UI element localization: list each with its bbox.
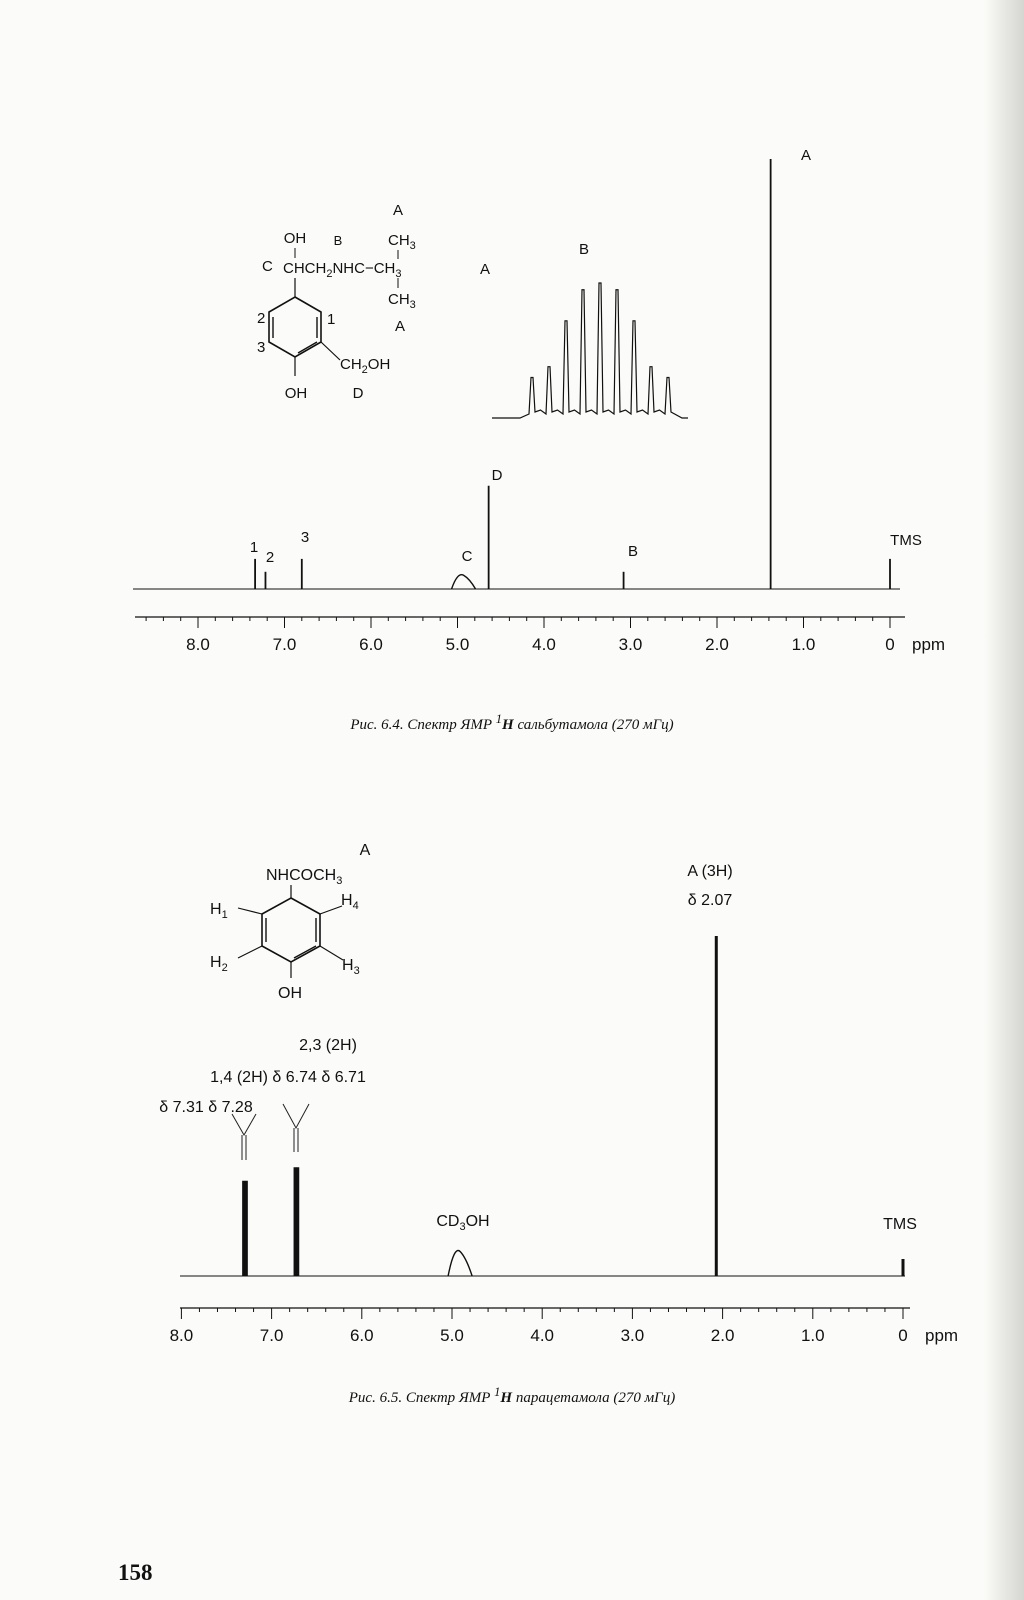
x-tick-label: 8.0 xyxy=(186,635,210,654)
figure-salbutamol xyxy=(133,147,945,654)
x-tick-label: 2.0 xyxy=(710,1326,735,1345)
ch3-top xyxy=(388,232,416,252)
chain-end-sub: 3 xyxy=(395,268,402,280)
ch2oh-end: OH xyxy=(367,356,391,373)
x-axis-unit: ppm xyxy=(912,635,946,654)
salbutamol-structure xyxy=(257,202,490,402)
paracetamol-structure xyxy=(210,842,371,1002)
solvent-text: CD xyxy=(436,1213,460,1230)
h3-sub: 3 xyxy=(353,965,360,977)
bond-h2 xyxy=(238,946,262,958)
peak-label: 1 xyxy=(249,539,259,556)
annotations-2 xyxy=(159,863,917,1233)
x-tick-label: 5.0 xyxy=(445,635,470,654)
peak-label: TMS xyxy=(890,532,922,549)
x-tick-label: 0 xyxy=(885,635,895,654)
x-tick-label: 5.0 xyxy=(440,1326,464,1345)
bond-ch2oh xyxy=(321,342,340,360)
solvent-label xyxy=(436,1213,489,1233)
ch3-bottom xyxy=(388,291,416,311)
label-c: C xyxy=(262,258,273,275)
h4-text: H xyxy=(341,892,353,909)
caption-2-nucleus: H xyxy=(500,1390,513,1406)
h2-sub: 2 xyxy=(221,962,228,974)
h2-text: H xyxy=(210,954,222,971)
oh-label: OH xyxy=(278,985,302,1002)
ring-double-bond-bottom xyxy=(298,342,317,353)
x-tick-label: 3.0 xyxy=(618,635,643,654)
caption-fig-6-5 xyxy=(0,1385,1024,1407)
x-tick-label: 1.0 xyxy=(800,1326,825,1345)
peak-label: D xyxy=(491,467,503,484)
caption-2-prefix: Рис. 6.5. Спектр ЯМР xyxy=(348,1390,495,1406)
pair23-shifts: δ 6.74 δ 6.71 xyxy=(272,1069,366,1086)
solvent-end: OH xyxy=(465,1213,490,1230)
ch3-top-text: CH xyxy=(388,232,410,249)
h4-sub: 4 xyxy=(352,900,359,912)
chain-part1: CHCH xyxy=(283,260,327,277)
x-tick-label: 7.0 xyxy=(272,635,297,654)
caption-1-nucleus: H xyxy=(502,717,514,733)
bracket-23 xyxy=(283,1104,309,1152)
oh-bottom-label: OH xyxy=(284,385,308,402)
caption-fig-6-4 xyxy=(0,712,1024,734)
nhcoch3-sub: 3 xyxy=(336,875,343,887)
chain-part2: NHC−CH xyxy=(332,260,396,277)
tms-label-2: TMS xyxy=(883,1216,917,1233)
site-a-top-label: A xyxy=(392,202,404,219)
label-a-right: A xyxy=(480,261,491,278)
caption-2-suffix: парацетамола (270 мГц) xyxy=(512,1390,676,1406)
chain-sub: 2 xyxy=(326,268,333,280)
pair14-shifts: δ 7.31 δ 7.28 xyxy=(159,1099,253,1116)
ch2oh xyxy=(340,356,390,376)
x-axis-1 xyxy=(135,617,945,654)
ring-pos-1: 1 xyxy=(327,311,336,328)
ring-pos-2: 2 xyxy=(257,310,266,327)
peak-label: 3 xyxy=(300,529,310,546)
h1-sub: 1 xyxy=(221,909,228,921)
multiplet-inset xyxy=(492,241,688,418)
bond-h1 xyxy=(238,908,262,914)
peak-label: C xyxy=(461,548,473,565)
h3-text: H xyxy=(342,957,354,974)
chain-text xyxy=(283,260,402,280)
x-tick-label: 4.0 xyxy=(530,1326,555,1345)
x-tick-label: 7.0 xyxy=(259,1326,284,1345)
spectrum-peak xyxy=(448,1251,472,1277)
x-tick-label: 0 xyxy=(898,1326,908,1345)
peaks-group-2 xyxy=(244,936,903,1276)
x-tick-label: 6.0 xyxy=(349,1326,374,1345)
bracket-14 xyxy=(232,1114,256,1160)
site-a-label: A xyxy=(359,842,371,859)
peak-label: A xyxy=(800,147,812,164)
bond-h4 xyxy=(320,906,342,914)
spectrum-peak xyxy=(452,575,476,589)
x-tick-label: 8.0 xyxy=(169,1326,194,1345)
label-b: B xyxy=(333,233,343,248)
caption-1-prefix: Рис. 6.4. Спектр ЯМР xyxy=(350,717,496,733)
caption-1-suffix: сальбутамола (270 мГц) xyxy=(513,717,674,733)
figure-paracetamol xyxy=(159,842,958,1345)
h3 xyxy=(342,957,360,977)
nhcoch3 xyxy=(266,867,342,887)
pair14-label: 1,4 (2H) xyxy=(210,1069,268,1086)
label-d: D xyxy=(352,385,364,402)
x-tick-label: 2.0 xyxy=(705,635,729,654)
benzene-ring-2 xyxy=(262,898,320,962)
ring-pos-3: 3 xyxy=(257,339,266,356)
ch3-bottom-text: CH xyxy=(388,291,410,308)
x-tick-label: 3.0 xyxy=(620,1326,645,1345)
h1 xyxy=(210,901,228,921)
caption-1-sup: 1 xyxy=(495,712,503,726)
x-tick-label: 6.0 xyxy=(359,635,383,654)
ch2oh-sub: 2 xyxy=(361,364,368,376)
ring2-double-bottom xyxy=(294,946,316,958)
a-shift-label: δ 2.07 xyxy=(687,892,733,909)
a3h-label: A (3H) xyxy=(687,863,733,880)
x-tick-label: 4.0 xyxy=(532,635,556,654)
x-axis-unit: ppm xyxy=(925,1326,959,1345)
x-tick-label: 1.0 xyxy=(791,635,816,654)
pair-shifts-row xyxy=(210,1069,366,1086)
h2 xyxy=(210,954,228,974)
bond-h3 xyxy=(320,946,343,960)
benzene-ring xyxy=(269,297,321,357)
x-axis-2 xyxy=(170,1308,958,1345)
h4 xyxy=(341,892,359,912)
nhcoch3-text: NHCOCH xyxy=(266,867,337,884)
h1-text: H xyxy=(210,901,222,918)
ch3-top-sub: 3 xyxy=(409,240,416,252)
pair23-label: 2,3 (2H) xyxy=(299,1037,357,1054)
site-a-bottom-label: A xyxy=(394,318,406,335)
inset-label: B xyxy=(578,241,590,258)
ch3-bottom-sub: 3 xyxy=(409,299,416,311)
caption-2-sup: 1 xyxy=(494,1385,501,1399)
peak-label: B xyxy=(627,543,639,560)
page-number: 158 xyxy=(118,1560,153,1585)
ch2oh-text: CH xyxy=(340,356,362,373)
oh-top-label: OH xyxy=(283,230,307,247)
peak-label: 2 xyxy=(265,549,275,566)
inset-trace xyxy=(492,283,688,418)
peaks-group-1 xyxy=(255,159,890,589)
solvent-sub: 3 xyxy=(459,1221,466,1233)
